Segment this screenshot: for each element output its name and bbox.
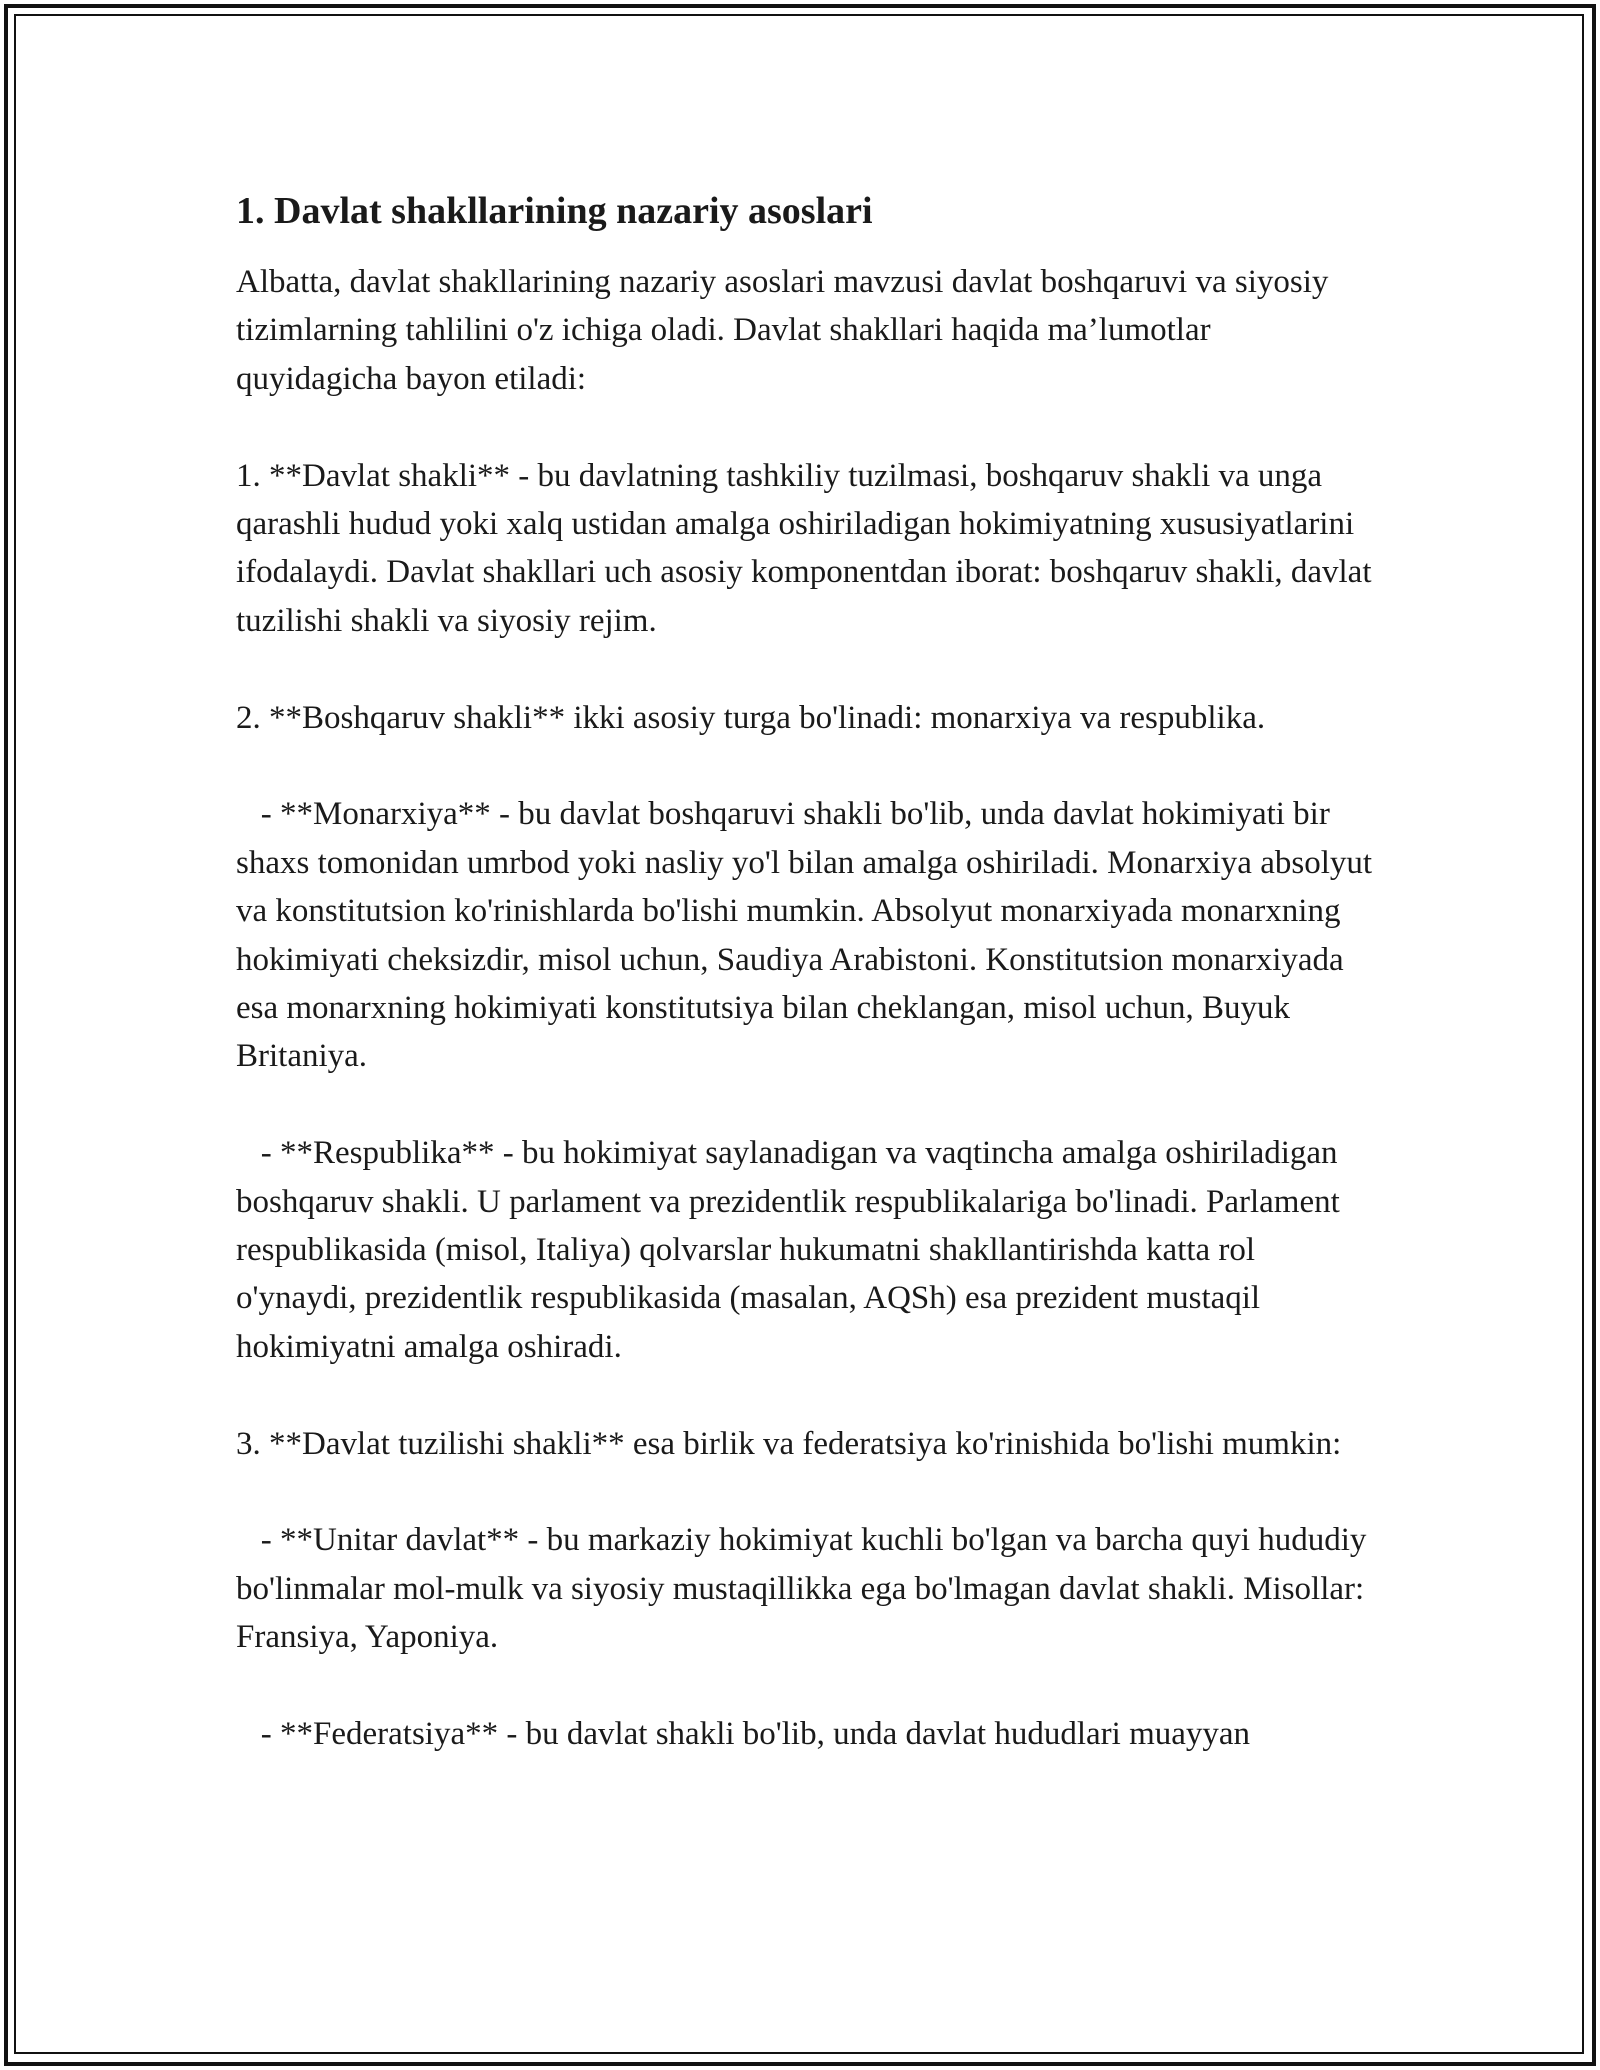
paragraph-gap (236, 1371, 1376, 1419)
paragraph-gap (236, 645, 1376, 693)
paragraph-unitar-davlat: - **Unitar davlat** - bu markaziy hokimiyat kuchli bo'lgan va barcha quyi hududiy bo'linmalar mol-mulk va siyosiy mustaqillikka ega bo'lmagan davlat shakli. Misollar: Fransiya, Yaponiya. (236, 1522, 1375, 1656)
paragraph-monarxiya: - **Monarxiya** - bu davlat boshqaruvi shakli bo'lib, unda davlat hokimiyati bir shaxs tomonidan umrbod yoki nasliy yo'l bilan amalga oshiriladi. Monarxiya absolyut va konstitutsion ko'rinishlarda bo'lishi mumkin. Absolyut monarxiyada monarxning hokimiyati cheksizdir, misol uchun, Saudiya Arabistoni. Konstitutsion monarxiyada esa monarxning hokimiyati konstitutsiya bilan cheklangan, misol uchun, Buyuk Britaniya. (236, 796, 1381, 1075)
paragraph-gap (236, 1468, 1376, 1516)
paragraph-gap (236, 742, 1376, 790)
paragraph-respublika: - **Respublika** - bu hokimiyat saylanadigan va vaqtincha amalga oshiriladigan boshqaruv shakli. U parlament va prezidentlik respublikalariga bo'linadi. Parlament respublikasida (misol, Italiya) qolvarslar hukumatni shakllantirishda katta rol o'ynaydi, prezidentlik respublikasida (masalan, AQSh) esa prezident mustaqil hokimiyatni amalga oshiradi. (236, 1135, 1349, 1365)
intro-paragraph: Albatta, davlat shakllarining nazariy asoslari mavzusi davlat boshqaruvi va siyosiy tizimlarning tahlilini o'z ichiga oladi. Davlat shakllari haqida ma’lumotlar quyidagicha bayon etiladi: (236, 264, 1337, 397)
paragraph-gap (236, 403, 1376, 451)
paragraph-davlat-shakli: 1. **Davlat shakli** - bu davlatning tashkiliy tuzilmasi, boshqaruv shakli va unga qarashli hudud yoki xalq ustidan amalga oshiriladigan hokimiyatning xususiyatlarini ifodalaydi. Davlat shakllari uch asosiy komponentdan iborat: boshqaruv shakli, davlat tuzilishi shakli va siyosiy rejim. (236, 457, 1380, 639)
paragraph-gap (236, 1081, 1376, 1129)
paragraph-boshqaruv-shakli: 2. **Boshqaruv shakli** ikki asosiy turga bo'linadi: monarxiya va respublika. (236, 699, 1266, 736)
document-title: 1. Davlat shakllarining nazariy asoslari (236, 190, 873, 232)
document-page (236, 186, 1381, 1758)
paragraph-gap (236, 1662, 1376, 1710)
paragraph-davlat-tuzilishi: 3. **Davlat tuzilishi shakli** esa birlik va federatsiya ko'rinishida bo'lishi mumkin: (236, 1425, 1342, 1462)
paragraph-federatsiya: - **Federatsiya** - bu davlat shakli bo'lib, unda davlat hududlari muayyan (236, 1716, 1251, 1753)
